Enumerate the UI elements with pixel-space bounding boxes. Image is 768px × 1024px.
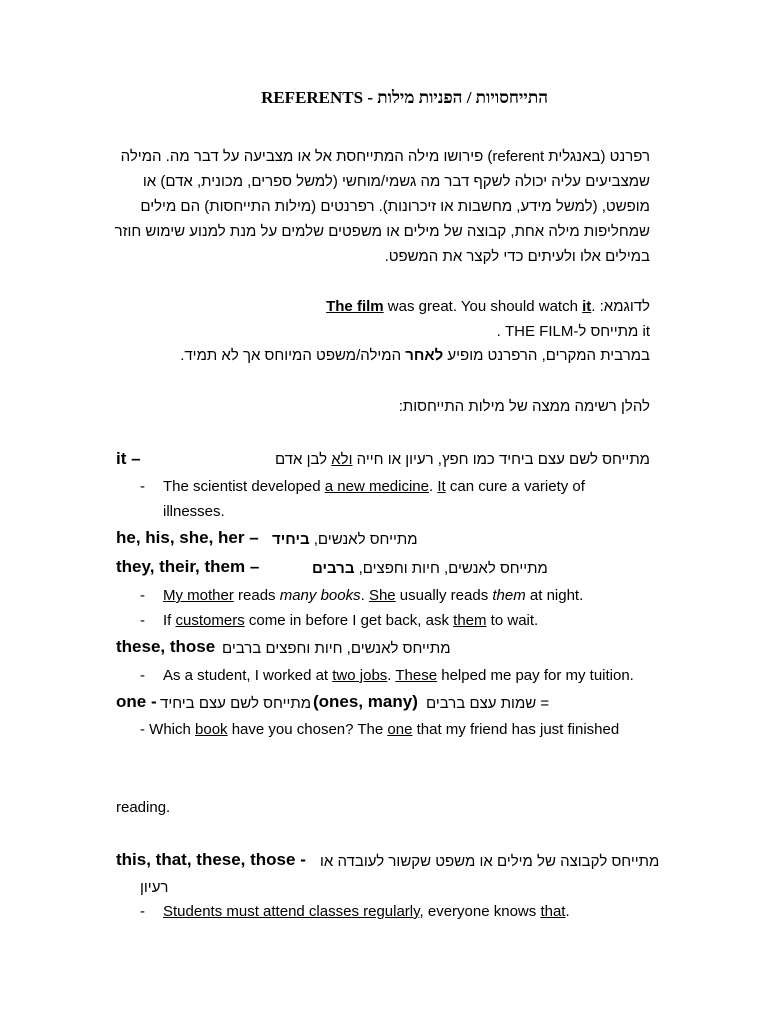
list-intro: להלן רשימה ממצה של מילות התייחסות: [398, 398, 650, 415]
one-description-1: מתייחס לשם עצם ביחיד [160, 695, 312, 712]
example-note: במרבית המקרים, הרפרנט מופיע לאחר המילה/משפט המיוחס אך לא תמיד. [180, 347, 650, 364]
example-reference: it מתייחס ל-THE FILM . [496, 323, 650, 340]
page-title: התייחסויות / הפניות מילות - REFERENTS [261, 88, 548, 107]
one-plural: (ones, many) [313, 692, 418, 711]
they-term: they, their, them – [116, 557, 260, 576]
intro-line-2: שמצביעים עליה יכולה לשקף דבר מה גשמי/מוחשי (למשל ספרים, מכונית, אדם) או [142, 173, 650, 190]
example-sentence: The film was great. You should watch it. [326, 298, 596, 315]
intro-line-5: במילים אלו ולעיתים כדי לקצר את המשפט. [384, 248, 650, 265]
it-term: it – [116, 449, 141, 468]
one-description-2: = שמות עצם ברבים [426, 695, 550, 712]
intro-line-3: מופשט, (למשל מידע, מחשבות או זיכרונות). רפרנטים (מילות התייחסות) הם מילים [140, 198, 650, 215]
it-example-cont: illnesses. [163, 503, 225, 520]
this-description: מתייחס לקבוצה של מילים או משפט שקשור לעובדה או [320, 853, 660, 870]
he-description: מתייחס לאנשים, ביחיד [272, 531, 418, 548]
example-line [326, 298, 650, 316]
it-description: מתייחס לשם עצם ביחיד כמו חפץ, רעיון או חייה ולא לבן אדם [274, 451, 650, 468]
these-example: As a student, I worked at two jobs. These helped me pay for my tuition. [163, 667, 634, 684]
it-example: The scientist developed a new medicine. It can cure a variety of [163, 478, 585, 495]
this-term: this, that, these, those - [116, 850, 306, 869]
bullet: - [140, 667, 145, 684]
bullet: - [140, 478, 145, 495]
these-term: these, those [116, 637, 216, 656]
bullet: - [140, 612, 145, 629]
one-example: - Which book have you chosen? The one that my friend has just finished [140, 721, 620, 738]
one-term: one - [116, 692, 157, 711]
this-example: Students must attend classes regularly, everyone knows that. [163, 903, 570, 920]
bullet: - [140, 903, 145, 920]
they-example-1: My mother reads many books. She usually reads them at night. [163, 587, 584, 604]
they-example-2: If customers come in before I get back, ask them to wait. [163, 612, 539, 629]
this-description-cont: רעיון [140, 879, 169, 896]
bullet: - [140, 587, 145, 604]
he-term: he, his, she, her – [116, 528, 259, 547]
intro-line-4: שמחליפות מילה אחת, קבוצה של מילים או משפטים שלמים על מנת למנוע שימוש חוזר [114, 223, 650, 240]
title-english: REFERENTS [261, 88, 364, 107]
intro-line-1: רפרנט (באנגלית referent) פירושו מילה המתייחסת אל או מצביעה על דבר מה. המילה [120, 148, 650, 165]
example-label: לדוגמא: [599, 298, 650, 315]
title-hebrew: התייחסויות / הפניות מילות [377, 88, 548, 107]
one-example-end: reading. [116, 799, 171, 816]
they-description: מתייחס לאנשים, חיות וחפצים, ברבים [312, 560, 548, 577]
these-description: מתייחס לאנשים, חיות וחפצים ברבים [222, 640, 451, 657]
